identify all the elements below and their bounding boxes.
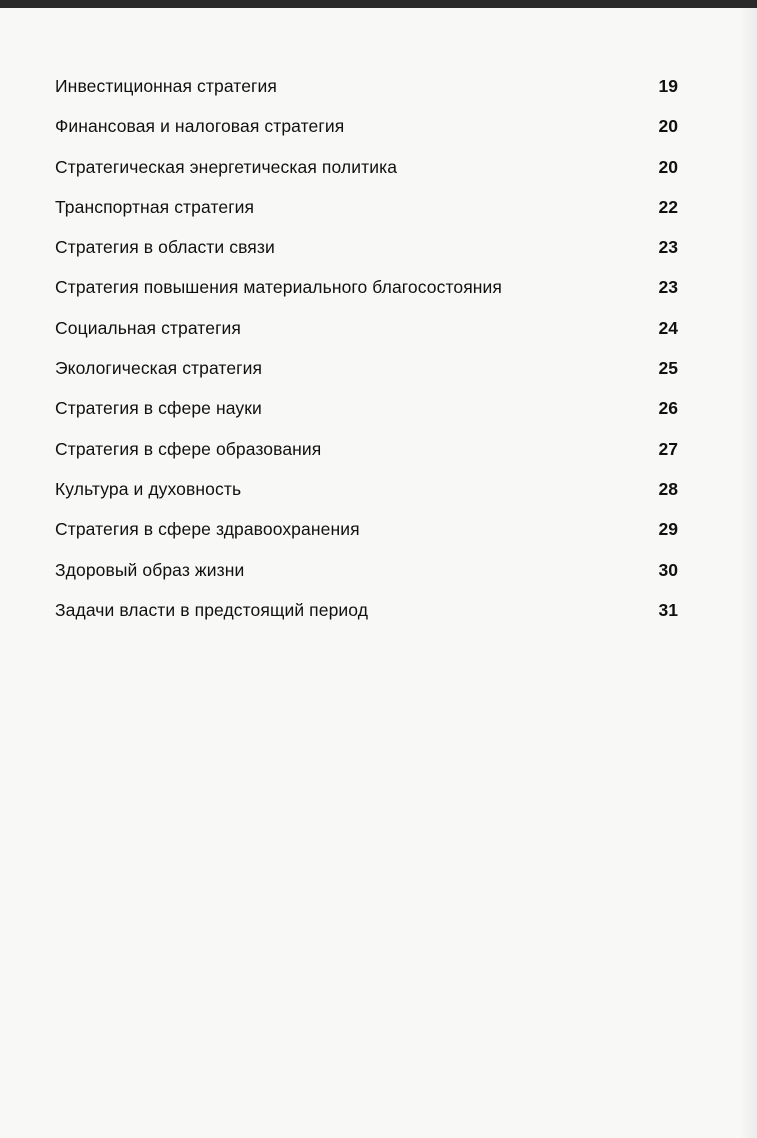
- table-of-contents: [55, 76, 678, 640]
- toc-entry: [55, 318, 678, 358]
- toc-entry-page: 29: [658, 519, 678, 540]
- toc-entry: [55, 479, 678, 519]
- toc-entry-title: Стратегия в области связи: [55, 237, 275, 258]
- toc-entry-title: Культура и духовность: [55, 478, 242, 499]
- toc-entry-title: Стратегия в сфере науки: [55, 398, 262, 419]
- toc-entry-page: 20: [658, 156, 678, 177]
- toc-entry: [55, 76, 678, 116]
- page-right-edge: [739, 8, 757, 1138]
- toc-entry: [55, 358, 678, 398]
- toc-entry: [55, 398, 678, 438]
- toc-entry: [55, 277, 678, 317]
- toc-entry: [55, 116, 678, 156]
- toc-entry-page: 27: [658, 438, 678, 459]
- toc-entry-page: 19: [658, 76, 678, 96]
- toc-entry: [55, 157, 678, 197]
- toc-entry-page: 26: [658, 398, 678, 419]
- toc-entry-title: Инвестиционная стратегия: [55, 76, 277, 96]
- toc-entry-title: Задачи власти в предстоящий период: [55, 599, 369, 620]
- toc-entry: [55, 197, 678, 237]
- toc-entry: [55, 237, 678, 277]
- toc-entry-page: 23: [658, 277, 678, 298]
- toc-entry: [55, 519, 678, 559]
- toc-entry-title: Экологическая стратегия: [55, 358, 263, 379]
- toc-entry-title: Стратегия повышения материального благосостояния: [55, 277, 502, 298]
- toc-entry-page: 23: [658, 237, 678, 258]
- toc-entry: [55, 560, 678, 600]
- toc-entry-title: Транспортная стратегия: [55, 196, 255, 217]
- toc-entry-page: 25: [658, 358, 678, 379]
- toc-entry-page: 30: [658, 559, 678, 580]
- toc-entry-title: Стратегия в сфере образования: [55, 438, 322, 459]
- toc-entry-title: Стратегия в сфере здравоохранения: [55, 519, 360, 540]
- toc-entry-title: Финансовая и налоговая стратегия: [55, 116, 345, 137]
- page-top-edge: [0, 0, 757, 8]
- toc-entry-title: Стратегическая энергетическая политика: [55, 156, 398, 177]
- toc-entry-title: Здоровый образ жизни: [55, 559, 245, 580]
- toc-entry-page: 31: [658, 599, 678, 620]
- toc-entry-page: 28: [658, 478, 678, 499]
- toc-entry-page: 20: [658, 116, 678, 137]
- toc-entry: [55, 600, 678, 640]
- toc-entry-page: 24: [658, 317, 678, 338]
- toc-entry: [55, 439, 678, 479]
- toc-entry-page: 22: [658, 196, 678, 217]
- toc-entry-title: Социальная стратегия: [55, 317, 241, 338]
